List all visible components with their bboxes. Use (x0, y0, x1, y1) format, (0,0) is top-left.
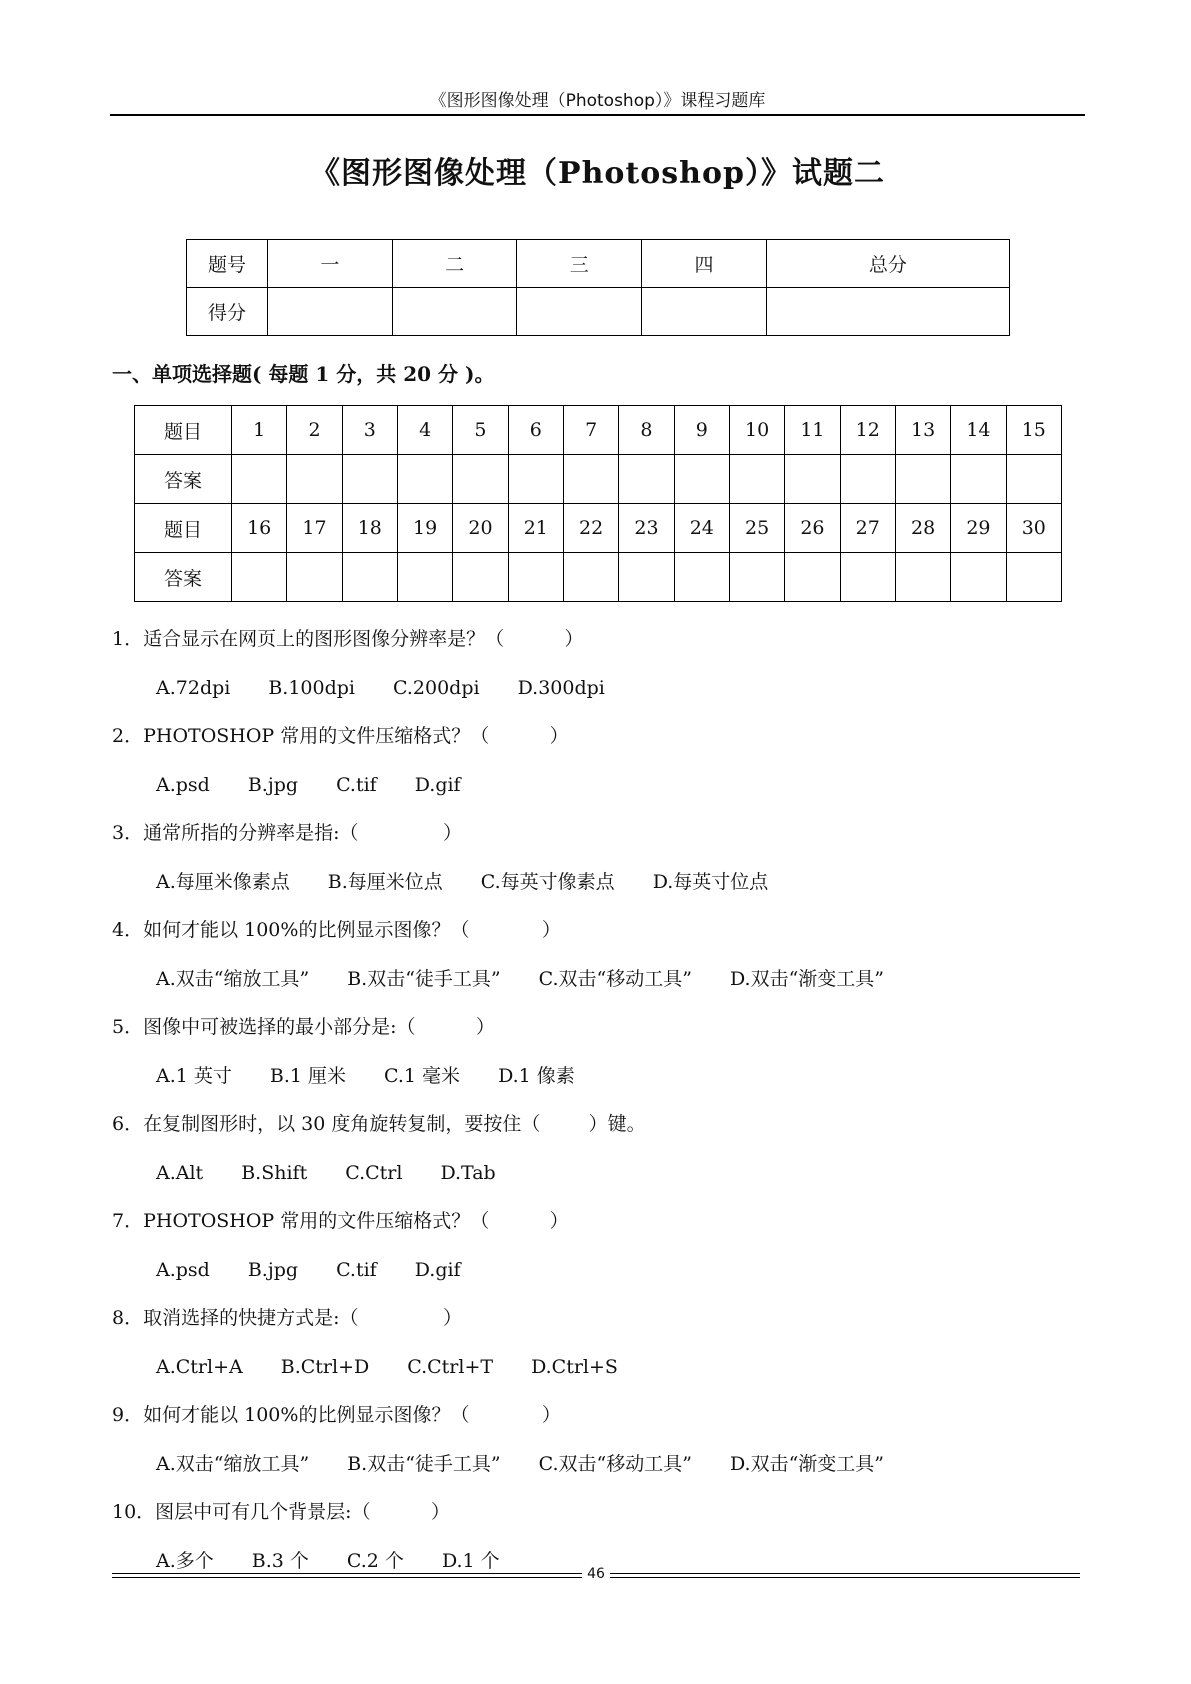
option-c: C.tif (336, 1258, 377, 1281)
score-cell[interactable] (642, 288, 767, 336)
score-table-col: 一 (268, 240, 393, 288)
question-number-cell: 9 (674, 406, 729, 455)
option-a: A.1 英寸 (156, 1064, 232, 1087)
option-a: A.多个 (156, 1549, 214, 1572)
score-cell[interactable] (392, 288, 517, 336)
question-number-cell: 4 (397, 406, 452, 455)
answer-cell[interactable] (563, 455, 618, 504)
question-number-cell: 14 (951, 406, 1006, 455)
score-table-label: 题号 (187, 240, 268, 288)
score-table-col: 二 (392, 240, 517, 288)
question-number-cell: 12 (840, 406, 895, 455)
answer-cell[interactable] (840, 455, 895, 504)
question-text: 9．如何才能以 100%的比例显示图像？（ ） (112, 1404, 561, 1426)
answer-table-label: 答案 (135, 455, 232, 504)
question-options (112, 761, 1092, 810)
score-table-score-row (187, 288, 1010, 336)
section-title: 一、单项选择题( 每题 1 分，共 20 分 )。 (112, 362, 495, 386)
option-d: D.Tab (440, 1161, 496, 1184)
option-b: B.Shift (241, 1161, 308, 1184)
question-number-cell: 18 (342, 504, 397, 553)
option-c: C.双击“移动工具” (538, 967, 692, 990)
answer-cell[interactable] (453, 455, 508, 504)
question-text: 5．图像中可被选择的最小部分是:（ ） (112, 1016, 495, 1038)
question-text: 2．PHOTOSHOP 常用的文件压缩格式？（ ） (112, 725, 569, 747)
answer-cell[interactable] (232, 455, 287, 504)
score-table-col: 三 (517, 240, 642, 288)
option-c: C.每英寸像素点 (480, 870, 615, 893)
page-footer (112, 1566, 1080, 1586)
question-number-cell: 25 (729, 504, 784, 553)
option-b: B.100dpi (268, 676, 356, 699)
option-a: A.72dpi (156, 676, 231, 699)
option-c: C.tif (336, 773, 377, 796)
question-text: 1．适合显示在网页上的图形图像分辨率是？（ ） (112, 628, 584, 650)
question-list (112, 615, 1092, 1585)
option-b: B.jpg (247, 773, 299, 796)
question-number-cell: 20 (453, 504, 508, 553)
question-options (112, 955, 1092, 1004)
question-number-cell: 17 (287, 504, 342, 553)
answer-cell[interactable] (951, 455, 1006, 504)
option-a: A.Ctrl+A (156, 1355, 243, 1378)
answer-cell[interactable] (895, 455, 950, 504)
option-d: D.gif (414, 1258, 461, 1281)
score-table-col: 总分 (766, 240, 1009, 288)
question-number-cell: 19 (397, 504, 452, 553)
option-b: B.双击“徒手工具” (347, 967, 501, 990)
option-b: B.每厘米位点 (327, 870, 443, 893)
page-number: 46 (587, 1566, 605, 1582)
option-a: A.双击“缩放工具” (156, 967, 310, 990)
question-options (112, 858, 1092, 907)
question-number-cell: 6 (508, 406, 563, 455)
question-number-cell: 7 (563, 406, 618, 455)
question-text: 10．图层中可有几个背景层:（ ） (112, 1501, 450, 1523)
answer-cell[interactable] (729, 455, 784, 504)
option-b: B.jpg (247, 1258, 299, 1281)
answer-cell[interactable] (895, 553, 950, 602)
option-d: D.1 像素 (498, 1064, 575, 1087)
question-text: 3．通常所指的分辨率是指:（ ） (112, 822, 463, 844)
answer-table-label: 题目 (135, 504, 232, 553)
question-number-cell: 30 (1006, 504, 1061, 553)
question-number-cell: 16 (232, 504, 287, 553)
footer-rule (610, 1573, 1080, 1578)
option-b: B.3 个 (251, 1549, 309, 1572)
score-cell[interactable] (268, 288, 393, 336)
header-rule (110, 114, 1085, 116)
option-a: A.每厘米像素点 (156, 870, 290, 893)
option-c: C.2 个 (346, 1549, 404, 1572)
answer-cell[interactable] (232, 553, 287, 602)
answer-cell[interactable] (508, 553, 563, 602)
question-options (112, 664, 1092, 713)
score-table-label: 得分 (187, 288, 268, 336)
question-number-cell: 5 (453, 406, 508, 455)
answer-cell[interactable] (674, 553, 729, 602)
option-b: B.1 厘米 (269, 1064, 347, 1087)
answer-table-number-row (135, 406, 1062, 455)
answer-table-label: 答案 (135, 553, 232, 602)
question-number-cell: 3 (342, 406, 397, 455)
option-d: D.Ctrl+S (531, 1355, 618, 1378)
answer-table-answer-row (135, 553, 1062, 602)
question-number-cell: 15 (1006, 406, 1061, 455)
option-c: C.1 毫米 (384, 1064, 461, 1087)
option-d: D.1 个 (441, 1549, 500, 1572)
question-options (112, 1052, 1092, 1101)
option-b: B.Ctrl+D (280, 1355, 370, 1378)
score-cell[interactable] (766, 288, 1009, 336)
option-c: C.Ctrl+T (407, 1355, 494, 1378)
option-d: D.300dpi (517, 676, 605, 699)
question-options (112, 1246, 1092, 1295)
footer-rule (112, 1573, 582, 1578)
answer-cell[interactable] (342, 553, 397, 602)
answer-table (134, 405, 1062, 602)
option-a: A.双击“缩放工具” (156, 1452, 310, 1475)
option-c: C.Ctrl (345, 1161, 403, 1184)
question-number-cell: 8 (619, 406, 674, 455)
option-d: D.gif (414, 773, 461, 796)
answer-cell[interactable] (397, 553, 452, 602)
answer-cell[interactable] (840, 553, 895, 602)
question-number-cell: 28 (895, 504, 950, 553)
option-d: D.双击“渐变工具” (729, 1452, 884, 1475)
running-header: 《图形图像处理（Photoshop）》课程习题库 (429, 91, 766, 111)
score-table-header-row (187, 240, 1010, 288)
score-cell[interactable] (517, 288, 642, 336)
answer-cell[interactable] (619, 455, 674, 504)
answer-cell[interactable] (508, 455, 563, 504)
question-number-cell: 1 (232, 406, 287, 455)
option-a: A.Alt (156, 1161, 204, 1184)
answer-cell[interactable] (785, 455, 840, 504)
question-text: 4．如何才能以 100%的比例显示图像？（ ） (112, 919, 561, 941)
answer-cell[interactable] (951, 553, 1006, 602)
question-number-cell: 2 (287, 406, 342, 455)
answer-table-number-row (135, 504, 1062, 553)
option-c: C.双击“移动工具” (538, 1452, 692, 1475)
answer-cell[interactable] (287, 455, 342, 504)
question-number-cell: 11 (785, 406, 840, 455)
option-d: D.双击“渐变工具” (729, 967, 884, 990)
option-b: B.双击“徒手工具” (347, 1452, 501, 1475)
question-number-cell: 29 (951, 504, 1006, 553)
answer-cell[interactable] (619, 553, 674, 602)
question-text: 7．PHOTOSHOP 常用的文件压缩格式？（ ） (112, 1210, 569, 1232)
score-table-col: 四 (642, 240, 767, 288)
option-c: C.200dpi (393, 676, 480, 699)
answer-cell[interactable] (785, 553, 840, 602)
answer-cell[interactable] (563, 553, 618, 602)
question-number-cell: 13 (895, 406, 950, 455)
page-title: 《图形图像处理（Photoshop）》试题二 (310, 156, 885, 191)
question-options (112, 1149, 1092, 1198)
option-a: A.psd (156, 1258, 210, 1281)
question-number-cell: 10 (729, 406, 784, 455)
question-number-cell: 27 (840, 504, 895, 553)
question-options (112, 1440, 1092, 1489)
option-a: A.psd (156, 773, 210, 796)
answer-cell[interactable] (674, 455, 729, 504)
question-number-cell: 22 (563, 504, 618, 553)
question-text: 8．取消选择的快捷方式是:（ ） (112, 1307, 463, 1329)
answer-cell[interactable] (729, 553, 784, 602)
answer-cell[interactable] (342, 455, 397, 504)
answer-cell[interactable] (1006, 553, 1061, 602)
answer-cell[interactable] (1006, 455, 1061, 504)
question-number-cell: 26 (785, 504, 840, 553)
option-d: D.每英寸位点 (652, 870, 769, 893)
answer-table-label: 题目 (135, 406, 232, 455)
question-number-cell: 21 (508, 504, 563, 553)
answer-cell[interactable] (397, 455, 452, 504)
question-options (112, 1343, 1092, 1392)
answer-table-answer-row (135, 455, 1062, 504)
question-number-cell: 24 (674, 504, 729, 553)
answer-cell[interactable] (287, 553, 342, 602)
answer-cell[interactable] (453, 553, 508, 602)
question-number-cell: 23 (619, 504, 674, 553)
question-text: 6．在复制图形时，以 30 度角旋转复制，要按住（ ）键。 (112, 1113, 646, 1135)
score-table (186, 239, 1010, 336)
